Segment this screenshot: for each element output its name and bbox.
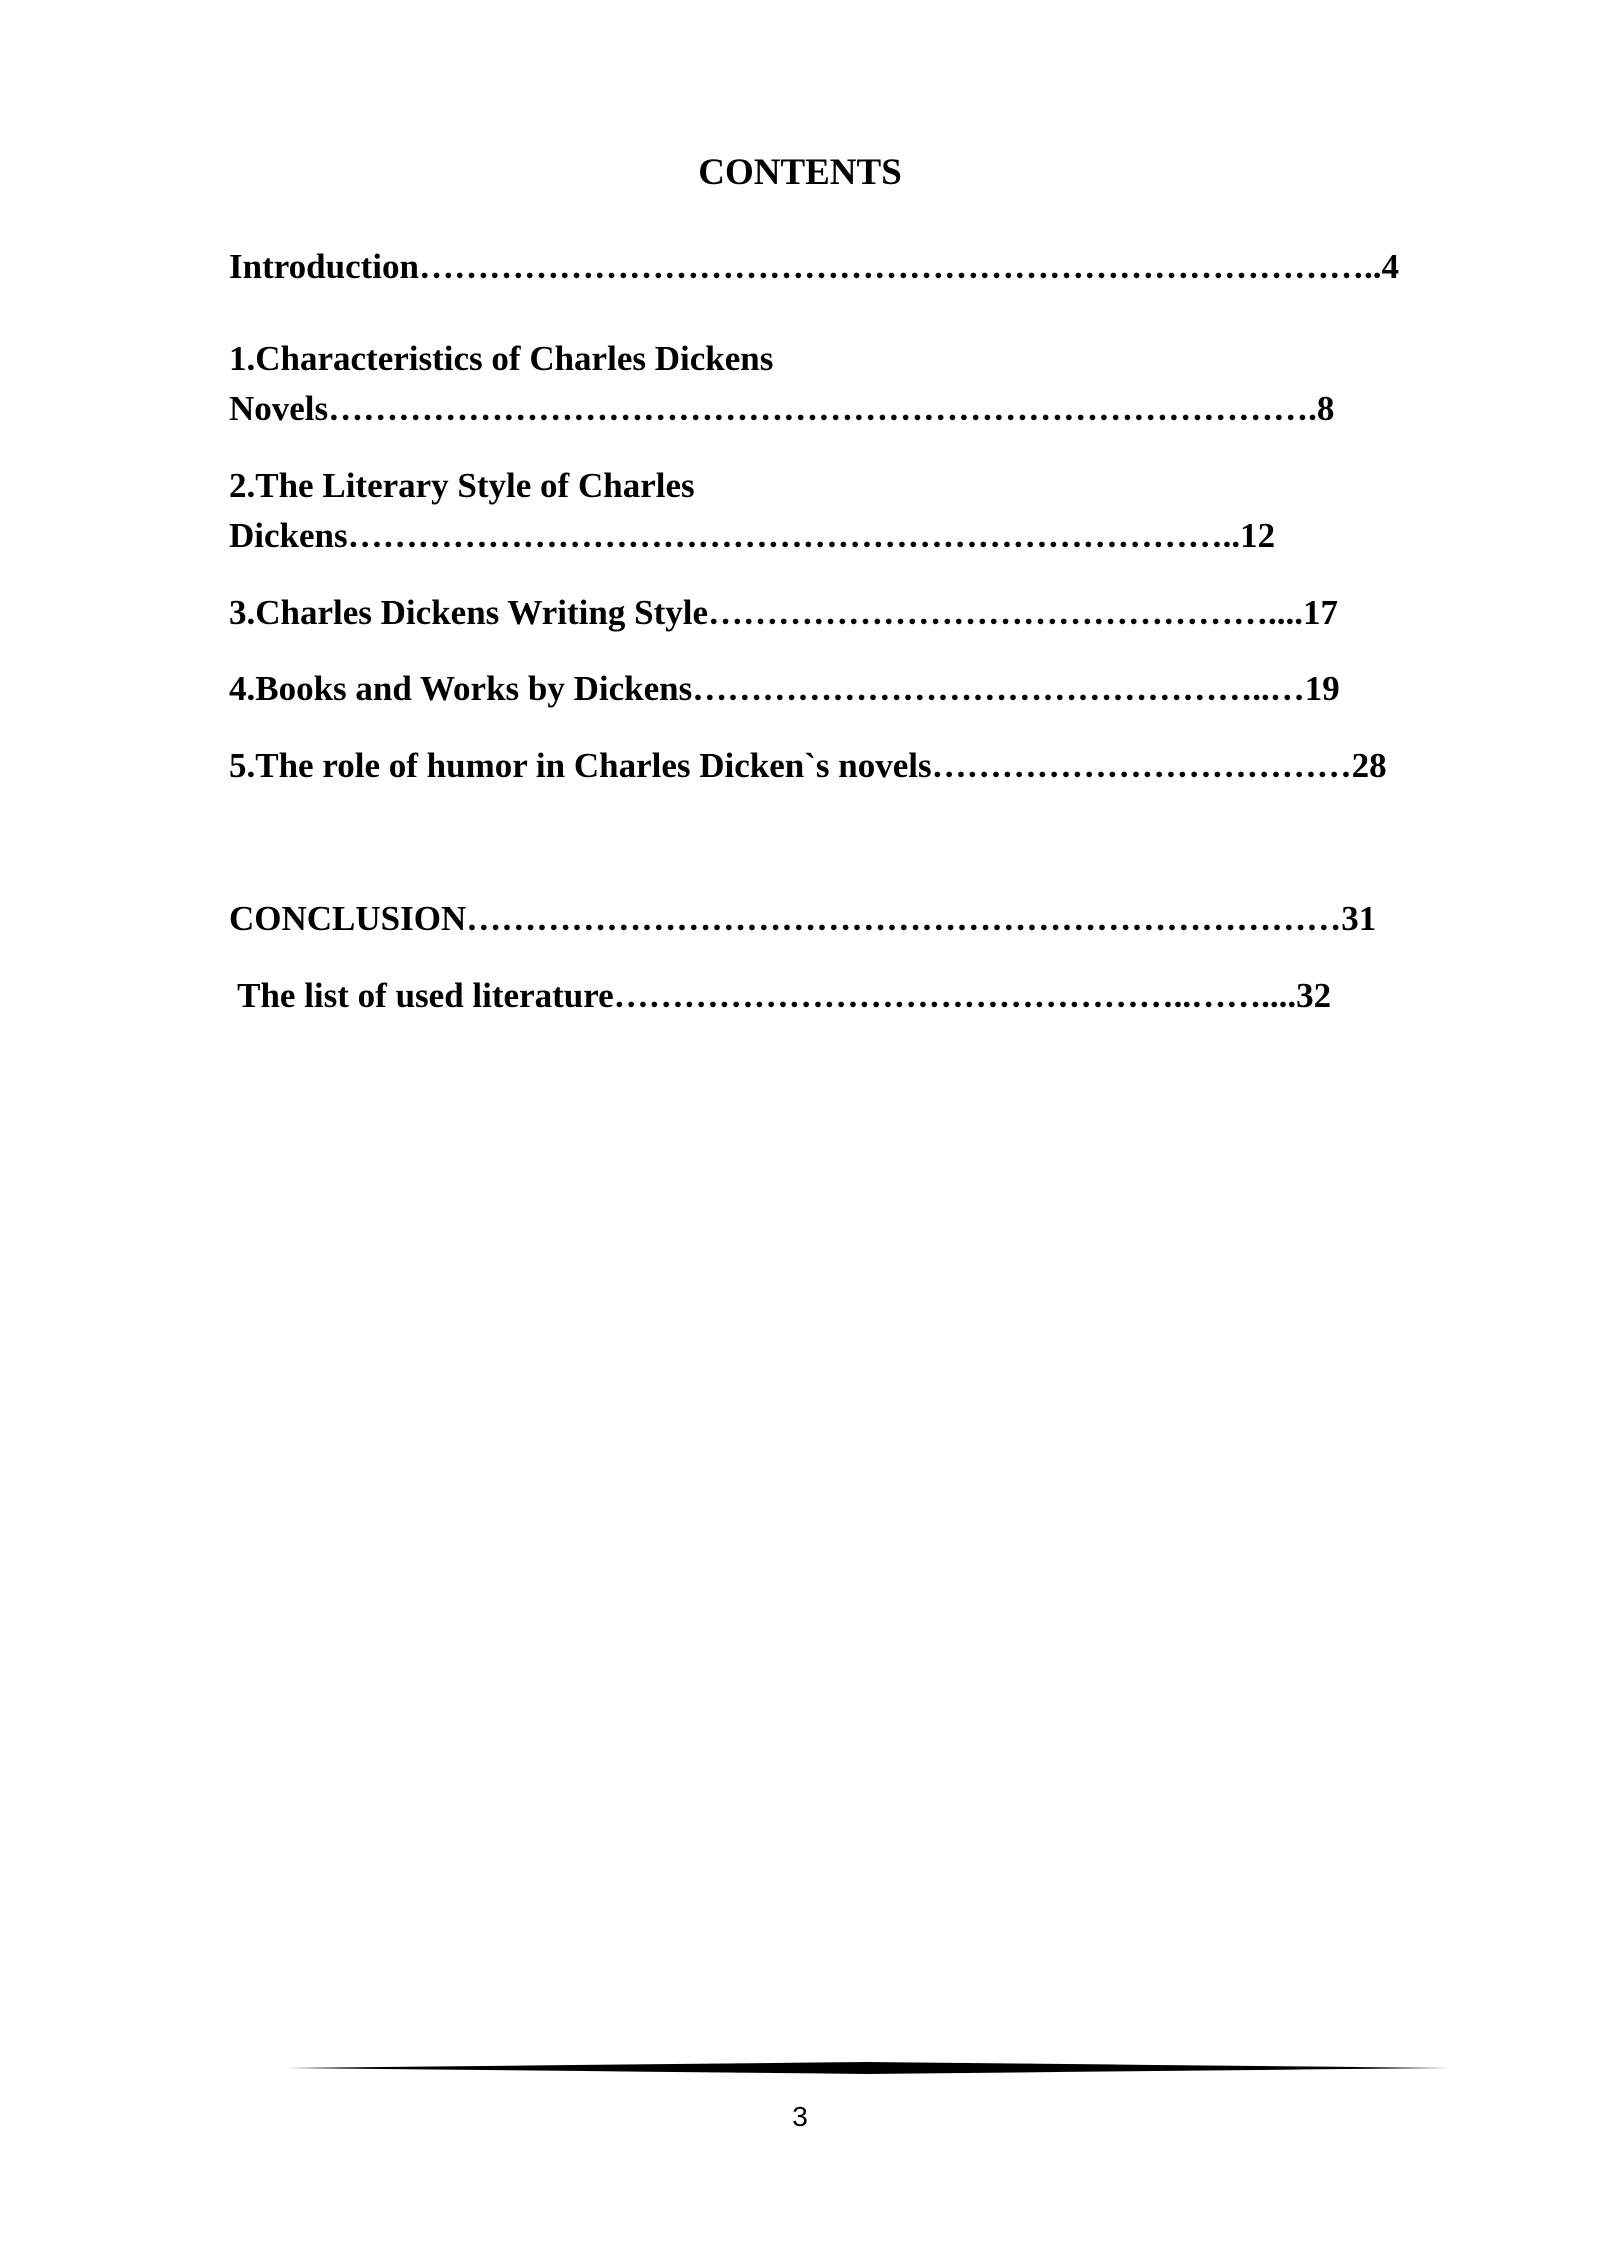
toc-entry-4: 4.Books and Works by Dickens…………………………………………..…19 bbox=[229, 669, 1340, 708]
toc-entry-2-line-2: Dickens…………………………………………………………………..12 bbox=[229, 516, 1276, 555]
toc-entry-5: 5.The role of humor in Charles Dicken`s novels………………………………28 bbox=[229, 746, 1387, 785]
toc-entry-introduction: Introduction………………………………………………………………………..4 bbox=[229, 247, 1399, 286]
toc-entry-3: 3.Charles Dickens Writing Style…………………………………………....17 bbox=[229, 593, 1338, 632]
footer-divider bbox=[288, 2060, 1448, 2076]
toc-entry-literature: The list of used literature…………………………………………..……....32 bbox=[229, 976, 1332, 1015]
toc-entry-1-line-2: Novels………………………………………………………………………….8 bbox=[229, 389, 1335, 428]
toc-entry-2-line-1: 2.The Literary Style of Charles bbox=[229, 466, 695, 505]
page-number: 3 bbox=[792, 2101, 808, 2132]
contents-title: CONTENTS bbox=[698, 152, 902, 193]
toc-entry-conclusion: CONCLUSION…………………………………………………………………31 bbox=[229, 899, 1377, 938]
toc-entry-1-line-1: 1.Characteristics of Charles Dickens bbox=[229, 339, 774, 378]
